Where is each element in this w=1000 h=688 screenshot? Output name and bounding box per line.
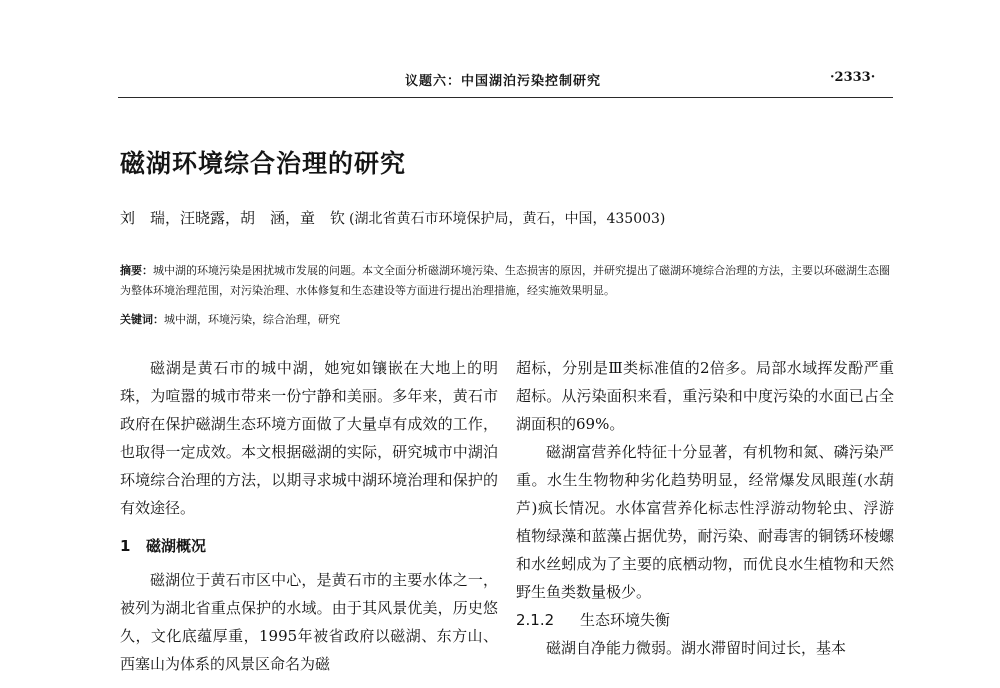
section-1-paragraph: 磁湖位于黄石市区中心，是黄石市的主要水体之一，被列为湖北省重点保护的水域。由于其风景优美，历史悠久，文化底蕴厚重，1995年被省政府以磁湖、东方山、西塞山为体系的风景区命名为磁 — [120, 571, 498, 673]
running-header-title: 议题六：中国湖泊污染控制研究 — [405, 74, 602, 89]
section-1-number: 1 — [120, 537, 131, 555]
author-names: 刘 瑞，汪晓露，胡 涵，童 钦 — [120, 209, 346, 227]
keywords — [120, 310, 892, 330]
author-affiliation: (湖北省黄石市环境保护局，黄石，中国，435003) — [349, 211, 666, 227]
subsection-number: 2.1.2 — [516, 611, 555, 629]
keywords-label: 关键词： — [120, 313, 164, 326]
eutrophication-paragraph: 磁湖富营养化特征十分显著，有机物和氮、磷污染严重。水生生物物种劣化趋势明显，经常爆发凤眼莲(水葫芦)疯长情况。水体富营养化标志性浮游动物轮虫、浮游植物绿藻和蓝藻占据优势，耐污染、耐毒害的铜锈环棱螺和水丝蚓成为了主要的底栖动物，而优良水生植物和天然野生鱼类数量极少。 — [516, 443, 894, 601]
subsection-title: 生态环境失衡 — [580, 611, 671, 629]
header-rule — [118, 97, 893, 98]
right-column — [516, 354, 894, 662]
keywords-text: 城中湖，环境污染，综合治理，研究 — [164, 313, 340, 326]
intro-paragraph: 磁湖是黄石市的城中湖，她宛如镶嵌在大地上的明珠，为喧嚣的城市带来一份宁静和美丽。多年来，黄石市政府在保护磁湖生态环境方面做了大量卓有成效的工作，也取得一定成效。本文根据磁湖的实际，研究城市中湖泊环境综合治理的方法，以期寻求城中湖环境治理和保护的有效途径。 — [120, 359, 498, 517]
section-1-title: 磁湖概况 — [146, 537, 207, 555]
left-column — [120, 354, 498, 678]
self-purification-paragraph: 磁湖自净能力微弱。湖水滞留时间过长，基本 — [546, 639, 847, 657]
abstract-text: 城中湖的环境污染是困扰城市发展的问题。本文全面分析磁湖环境污染、生态损害的原因，并研究提出了磁湖环境综合治理的方法，主要以环磁湖生态圈为整体环境治理范围，对污染治理、水体修复和生态建设等方面进行提出治理措施，经实施效果明显。 — [120, 264, 890, 297]
paper-title: 磁湖环境综合治理的研究 — [120, 149, 407, 178]
page-number: ·2333· — [830, 70, 876, 85]
abstract-label: 摘要： — [120, 264, 153, 277]
abstract — [120, 261, 892, 301]
author-line — [120, 207, 665, 228]
pollution-paragraph: 超标，分别是Ⅲ类标准值的2倍多。局部水域挥发酚严重超标。从污染面积来看，重污染和中度污染的水面已占全湖面积的69%。 — [516, 359, 894, 433]
section-1-heading — [120, 532, 498, 560]
subsection-2-1-2-heading — [516, 606, 894, 634]
